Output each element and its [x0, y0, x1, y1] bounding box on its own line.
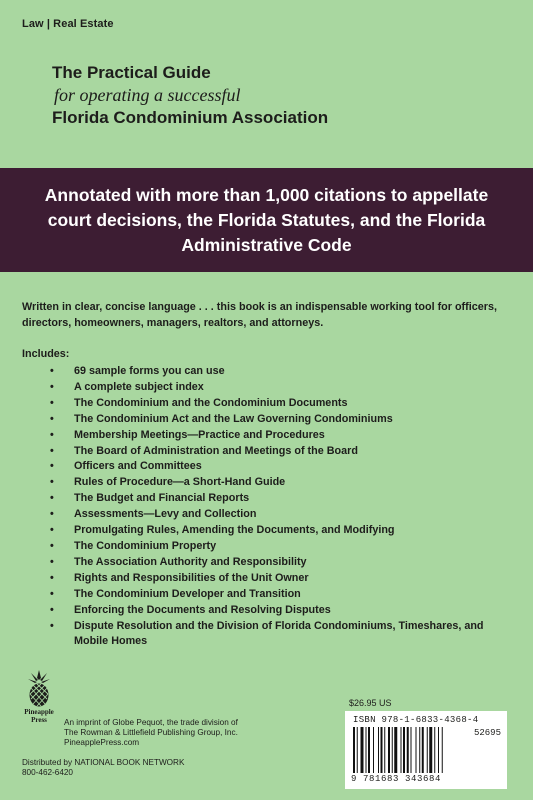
distributor-line: Distributed by NATIONAL BOOK NETWORK	[22, 758, 185, 767]
bullet-icon: •	[50, 396, 54, 409]
barcode-bar	[361, 727, 364, 773]
barcode-bar	[378, 727, 379, 773]
includes-item	[50, 555, 510, 571]
barcode-bar	[392, 727, 393, 773]
includes-item-label: A complete subject index	[74, 380, 204, 393]
bullet-icon: •	[50, 365, 54, 377]
bullet-icon: •	[50, 524, 54, 537]
intro-paragraph: Written in clear, concise language . . . this book is an indispensable working tool for officers, directors, homeowners, managers, realtors, and attorneys.	[22, 301, 497, 329]
barcode-bar	[442, 727, 443, 773]
barcode-bar	[394, 727, 397, 773]
book-title	[52, 62, 328, 130]
bullet-icon: •	[50, 508, 54, 521]
barcode-bar	[422, 727, 424, 773]
title-line-3: Florida Condominium Association	[52, 108, 329, 127]
distributor-info	[22, 758, 184, 778]
includes-item-label: The Condominium and the Condominium Documents	[74, 396, 348, 409]
imprint-line-2: The Rowman & Littlefield Publishing Group, Inc.	[64, 728, 238, 737]
includes-label: Includes:	[22, 348, 70, 360]
pineapple-icon	[25, 668, 53, 708]
price-label: $26.95 US	[349, 698, 392, 708]
includes-item-label: Promulgating Rules, Amending the Documents, and Modifying	[74, 524, 395, 537]
includes-item-label: The Board of Administration and Meetings of the Board	[74, 444, 358, 457]
barcode-bar	[438, 727, 439, 773]
barcode-bar	[381, 727, 383, 773]
bullet-icon: •	[50, 412, 54, 425]
barcode-bar	[416, 727, 417, 773]
includes-item	[50, 428, 510, 444]
barcode-bar	[401, 727, 402, 773]
includes-item	[50, 523, 510, 539]
includes-item	[50, 380, 510, 396]
barcode-bar	[434, 727, 435, 773]
barcode-bar	[357, 727, 358, 773]
bullet-icon: •	[50, 555, 54, 568]
includes-item	[50, 603, 510, 619]
barcode-bar	[384, 727, 385, 773]
barcode-bar	[419, 727, 420, 773]
barcode-digits: 9 781683 343684	[351, 774, 442, 784]
bullet-icon: •	[50, 476, 54, 489]
category-label: Law | Real Estate	[22, 18, 114, 30]
includes-item-label: Assessments—Levy and Collection	[74, 508, 257, 521]
includes-item-label: Officers and Committees	[74, 460, 202, 473]
bullet-icon: •	[50, 460, 54, 473]
distributor-phone: 800-462-6420	[22, 768, 73, 777]
imprint-info	[64, 718, 304, 748]
barcode-bar	[403, 727, 405, 773]
bullet-icon: •	[50, 587, 54, 600]
includes-item	[50, 571, 510, 587]
barcode-bar	[429, 727, 432, 773]
includes-item-label: 69 sample forms you can use	[74, 365, 225, 377]
price-code: 52695	[473, 728, 501, 738]
includes-item	[50, 587, 510, 603]
barcode-bar	[407, 727, 409, 773]
includes-item-label: Membership Meetings—Practice and Procedures	[74, 428, 325, 441]
banner-text: Annotated with more than 1,000 citations to appellate court decisions, the Florida Statutes, and the Florida Administrative Code	[44, 184, 489, 255]
barcode-bar	[411, 727, 412, 773]
barcode-bar	[368, 727, 370, 773]
includes-item-label: The Condominium Property	[74, 539, 217, 552]
includes-item-label: The Budget and Financial Reports	[74, 492, 250, 505]
bullet-icon: •	[50, 428, 54, 441]
includes-item-label: Dispute Resolution and the Division of Florida Condominiums, Timeshares, and Mobile Homes	[74, 619, 484, 648]
bullet-icon: •	[50, 492, 54, 505]
includes-item	[50, 459, 510, 475]
title-line-1: The Practical Guide	[52, 63, 211, 82]
publisher-logo	[20, 668, 58, 724]
isbn-barcode	[345, 711, 507, 789]
citation-banner	[0, 168, 533, 272]
bullet-icon: •	[50, 571, 54, 584]
includes-item-label: Rights and Responsibilities of the Unit Owner	[74, 571, 309, 584]
logo-text-line-2: Press	[31, 716, 47, 724]
includes-item	[50, 619, 510, 651]
includes-item-label: The Association Authority and Responsibility	[74, 555, 307, 568]
includes-item-label: The Condominium Developer and Transition	[74, 587, 301, 600]
imprint-line-1: An imprint of Globe Pequot, the trade division of	[64, 718, 238, 727]
includes-item-label: Rules of Procedure—a Short-Hand Guide	[74, 476, 286, 489]
logo-text-line-1: Pineapple	[24, 708, 54, 716]
barcode-bar	[427, 727, 428, 773]
includes-item	[50, 539, 510, 555]
includes-item	[50, 475, 510, 491]
bullet-icon: •	[50, 603, 54, 616]
includes-item	[50, 396, 510, 412]
barcode-bar	[388, 727, 390, 773]
barcode-bar	[353, 727, 355, 773]
barcode-bar	[373, 727, 374, 773]
includes-item-label: The Condominium Act and the Law Governing Condominiums	[74, 412, 393, 425]
includes-item	[50, 412, 510, 428]
bullet-icon: •	[50, 444, 54, 457]
includes-item	[50, 444, 510, 460]
bullet-icon: •	[50, 539, 54, 552]
isbn-number: ISBN 978-1-6833-4368-4	[353, 715, 479, 725]
bullet-icon: •	[50, 619, 54, 632]
barcode-bar	[366, 727, 367, 773]
includes-item-label: Enforcing the Documents and Resolving Disputes	[74, 603, 331, 616]
includes-list	[50, 364, 510, 650]
includes-item	[50, 491, 510, 507]
includes-item	[50, 507, 510, 523]
bullet-icon: •	[50, 380, 54, 393]
title-line-2: for operating a successful	[54, 85, 241, 105]
includes-item	[50, 364, 510, 380]
imprint-website: PineapplePress.com	[64, 738, 140, 747]
